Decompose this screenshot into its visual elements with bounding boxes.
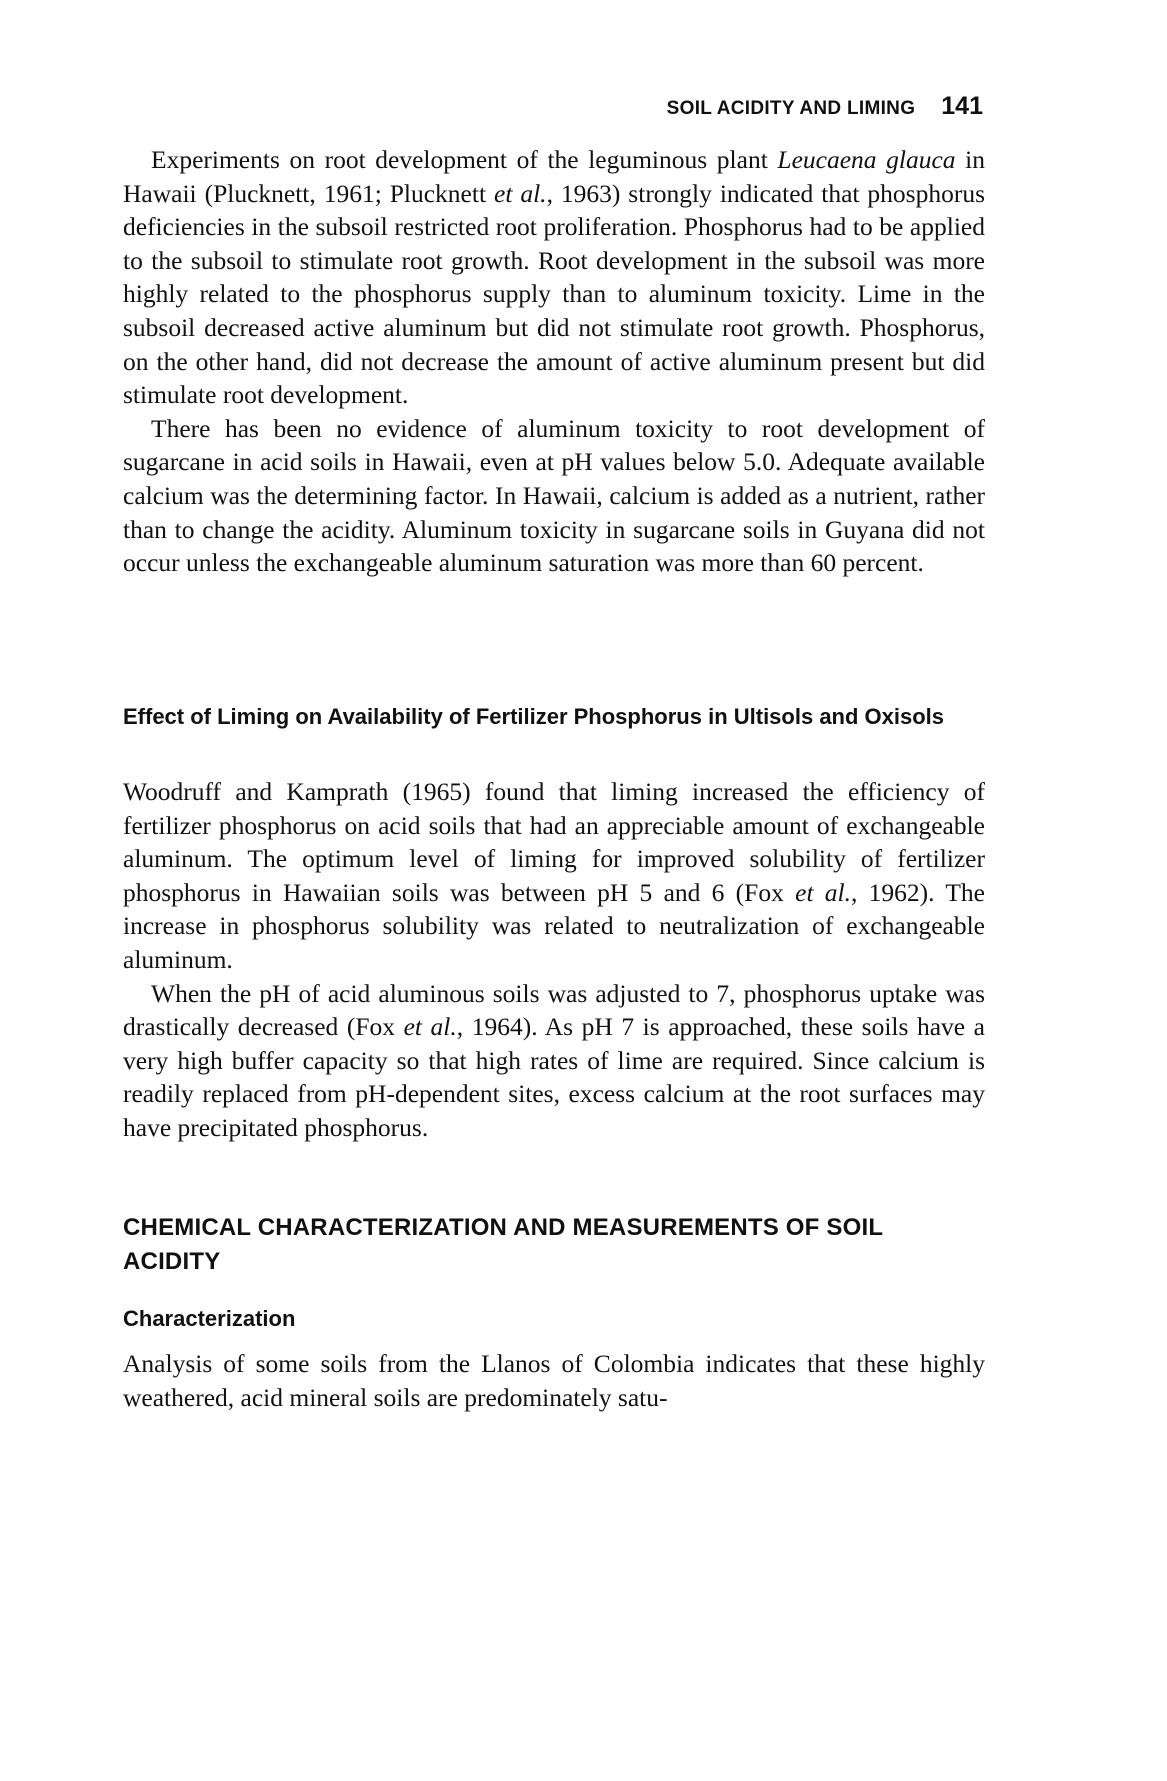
citation-etal: et al. bbox=[795, 877, 852, 907]
species-name: Leucaena glauca bbox=[777, 145, 956, 174]
paragraph: When the pH of acid aluminous soils was adjusted to 7, phosphorus uptake was drastically decreased (Fox et al., 1964). As pH 7 is approached, these soils have a very high buffer capacity so that high rates of lime are required. Since calcium is readily replaced from pH-dependent sites, excess calcium at the root surfaces may have precipitated phosphorus. bbox=[123, 978, 985, 1142]
body-text-block-2 bbox=[123, 775, 985, 1145]
citation-etal: et al. bbox=[403, 1012, 457, 1042]
section-heading: CHEMICAL CHARACTERIZATION AND MEASUREMENTS OF SOIL ACIDITY bbox=[123, 1214, 883, 1275]
subsection-heading-characterization: Characterization bbox=[123, 1306, 296, 1331]
paragraph: Analysis of some soils from the Llanos of Colombia indicates that these highly weathered, acid mineral soils are predominately satu- bbox=[123, 1349, 985, 1412]
body-text-block-1 bbox=[123, 143, 985, 580]
running-head-title: SOIL ACIDITY AND LIMING bbox=[666, 98, 916, 119]
paragraph: Woodruff and Kamprath (1965) found that liming increased the efficiency of fertilizer phosphorus on acid soils that had an appreciable amount of exchangeable aluminum. The optimum level of liming for improved solubility of fertilizer phosphorus in Hawaiian soils was between pH 5 and 6 (Fox et al., 1962). The increase in phosphorus solubility was related to neutralization of exchangeable aluminum. bbox=[123, 777, 985, 974]
paragraph: Experiments on root development of the leguminous plant Leucaena glauca in Hawaii (Plucknett, 1961; Plucknett et al., 1963) strongly indicated that phosphorus deficiencies in the subsoil restricted root proliferation. Phosphorus had to be applied to the subsoil to stimulate root growth. Root development in the subsoil was more highly related to the phosphorus supply than to aluminum toxicity. Lime in the subsoil decreased active aluminum but did not stimulate root growth. Phosphorus, on the other hand, did not decrease the amount of active aluminum present but did stimulate root development. bbox=[123, 145, 986, 410]
body-text-block-3 bbox=[123, 1347, 985, 1414]
subsection-heading: Effect of Liming on Availability of Fertilizer Phosphorus in Ultisols and Oxisols bbox=[123, 704, 945, 729]
paragraph: There has been no evidence of aluminum toxicity to root development of sugarcane in acid soils in Hawaii, even at pH values below 5.0. Adequate available calcium was the determining factor. In Hawaii, calcium is added as a nutrient, rather than to change the acidity. Aluminum toxicity in sugarcane soils in Guyana did not occur unless the exchangeable aluminum saturation was more than 60 percent. bbox=[123, 413, 985, 578]
page-number: 141 bbox=[941, 92, 983, 120]
citation-etal: et al. bbox=[494, 178, 547, 208]
running-head bbox=[0, 92, 983, 121]
